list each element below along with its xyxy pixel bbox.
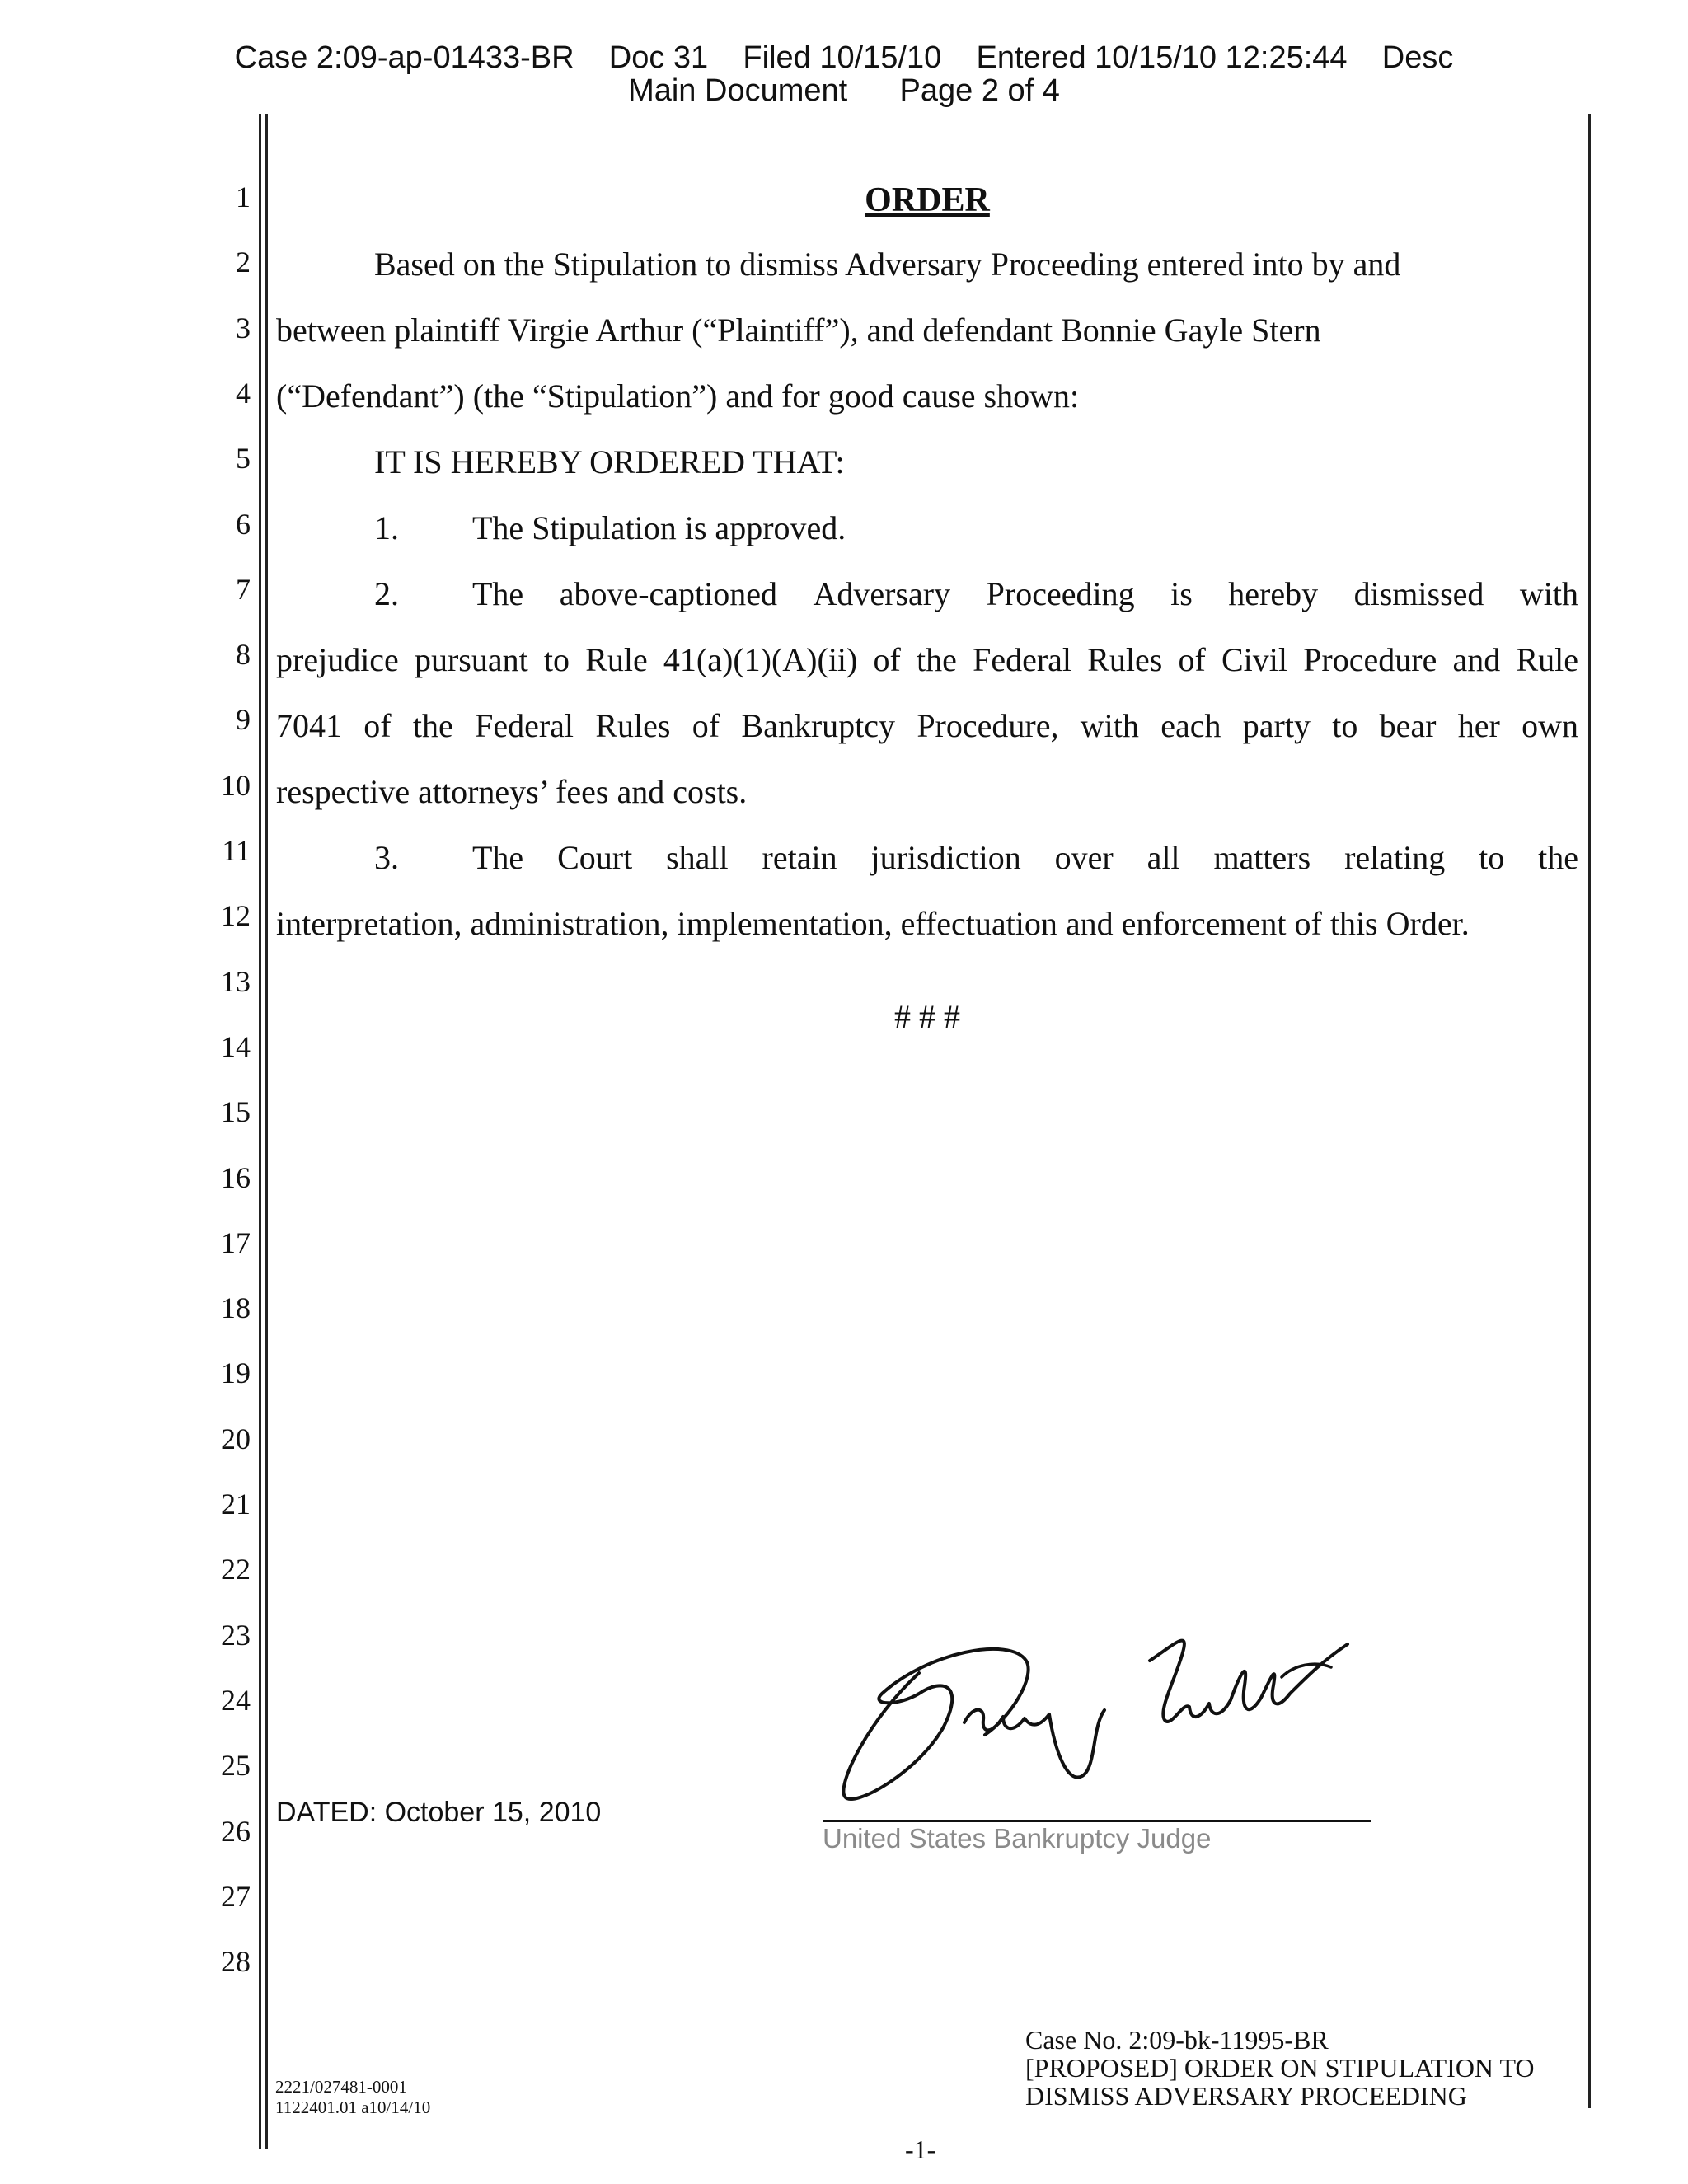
- line-number: 8: [236, 638, 251, 672]
- item-3-line-2: interpretation, administration, implementation, effectuation and enforcement of this Order.: [276, 905, 1470, 942]
- word: retain: [762, 839, 837, 876]
- line-number: 7: [236, 572, 251, 606]
- item-2-line-3: [276, 706, 1578, 746]
- left-margin-rule: [259, 114, 261, 2149]
- word: dismissed: [1353, 575, 1484, 612]
- word: The: [472, 575, 524, 612]
- line-number: 13: [221, 964, 251, 998]
- line-number: 5: [236, 442, 251, 476]
- line-number: 17: [221, 1226, 251, 1259]
- word: relating: [1344, 839, 1446, 876]
- filing-header-line2: Main Document Page 2 of 4: [628, 73, 1060, 108]
- footer-case-number: Case No. 2:09-bk-11995-BR: [1025, 2025, 1329, 2055]
- word: Procedure,: [917, 707, 1059, 744]
- line-number: 21: [221, 1488, 251, 1521]
- word: all: [1146, 839, 1180, 876]
- item-2-line-1: [472, 574, 1578, 614]
- word: of: [692, 707, 720, 744]
- footer-title-line-1: [PROPOSED] ORDER ON STIPULATION TO: [1025, 2053, 1535, 2083]
- line-number: 18: [221, 1291, 251, 1325]
- item-2-number: 2.: [374, 575, 399, 612]
- word: Bankruptcy: [741, 707, 896, 744]
- word: her: [1457, 707, 1500, 744]
- word: with: [1519, 575, 1579, 612]
- word: hereby: [1228, 575, 1319, 612]
- item-2-line-2: prejudice pursuant to Rule 41(a)(1)(A)(ii) of the Federal Rules of Civil Procedure and Rule: [276, 641, 1578, 678]
- word: jurisdiction: [870, 839, 1021, 876]
- item-3-line-1: [472, 838, 1578, 878]
- word: bear: [1379, 707, 1437, 744]
- line-number: 11: [222, 834, 251, 867]
- word: the: [1538, 839, 1579, 876]
- line-number: 9: [236, 703, 251, 737]
- end-mark: # # #: [894, 998, 960, 1035]
- signature-caption: United States Bankruptcy Judge: [823, 1823, 1212, 1854]
- footer-doc-code-2: 1122401.01 a10/14/10: [275, 2097, 431, 2117]
- item-2-line-4: respective attorneys’ fees and costs.: [276, 773, 748, 810]
- page-title: ORDER: [865, 181, 990, 219]
- footer-doc-code-1: 2221/027481-0001: [275, 2077, 407, 2097]
- line-number: 12: [221, 899, 251, 933]
- line-number: 28: [221, 1945, 251, 1979]
- line-number: 26: [221, 1814, 251, 1848]
- dated-line: DATED: October 15, 2010: [276, 1797, 602, 1828]
- line-number: 6: [236, 507, 251, 541]
- line-number: 4: [236, 376, 251, 410]
- word: Proceeding: [986, 575, 1135, 612]
- word: matters: [1213, 839, 1311, 876]
- word: The: [472, 839, 524, 876]
- line-number: 22: [221, 1553, 251, 1586]
- word: party: [1242, 707, 1311, 744]
- line-number: 20: [221, 1422, 251, 1455]
- judge-signature: [820, 1628, 1381, 1817]
- intro-line-1: Based on the Stipulation to dismiss Adversary Proceeding entered into by and: [374, 246, 1401, 283]
- line-number: 24: [221, 1683, 251, 1717]
- word: own: [1522, 707, 1579, 744]
- signature-line: [823, 1820, 1371, 1822]
- item-1-number: 1.: [374, 509, 399, 546]
- word: Rules: [595, 707, 671, 744]
- line-number: 2: [236, 246, 251, 279]
- word: above-captioned: [559, 575, 778, 612]
- footer-title-line-2: DISMISS ADVERSARY PROCEEDING: [1025, 2081, 1467, 2111]
- word: of: [363, 707, 392, 744]
- filing-header-line1: Case 2:09-ap-01433-BR Doc 31 Filed 10/15/10 Entered 10/15/10 12:25:44 Desc: [234, 40, 1454, 75]
- line-number: 10: [221, 768, 251, 802]
- line-number: 25: [221, 1749, 251, 1783]
- page-number: -1-: [905, 2135, 936, 2164]
- line-number: 23: [221, 1618, 251, 1652]
- intro-line-3: (“Defendant”) (the “Stipulation”) and for good cause shown:: [276, 377, 1080, 415]
- line-number: 15: [221, 1095, 251, 1129]
- word: shall: [666, 839, 729, 876]
- word: Adversary: [813, 575, 951, 612]
- left-margin-rule-inner: [265, 114, 268, 2149]
- intro-line-2: between plaintiff Virgie Arthur (“Plaintiff”), and defendant Bonnie Gayle Stern: [276, 312, 1321, 349]
- word: Court: [557, 839, 633, 876]
- word: Federal: [475, 707, 574, 744]
- word: each: [1160, 707, 1221, 744]
- ordered-heading: IT IS HEREBY ORDERED THAT:: [374, 443, 845, 480]
- line-number: 3: [236, 311, 251, 344]
- word: the: [412, 707, 453, 744]
- word: to: [1479, 839, 1505, 876]
- word: with: [1080, 707, 1139, 744]
- word: to: [1332, 707, 1358, 744]
- word: 7041: [276, 707, 342, 744]
- line-number: 1: [236, 180, 251, 213]
- right-margin-rule: [1588, 114, 1591, 2108]
- item-3-number: 3.: [374, 839, 399, 876]
- item-1-text: The Stipulation is approved.: [472, 509, 846, 546]
- line-number: 16: [221, 1160, 251, 1194]
- line-number: 19: [221, 1357, 251, 1390]
- word: is: [1170, 575, 1193, 612]
- line-number: 27: [221, 1879, 251, 1913]
- word: over: [1054, 839, 1114, 876]
- line-number: 14: [221, 1029, 251, 1063]
